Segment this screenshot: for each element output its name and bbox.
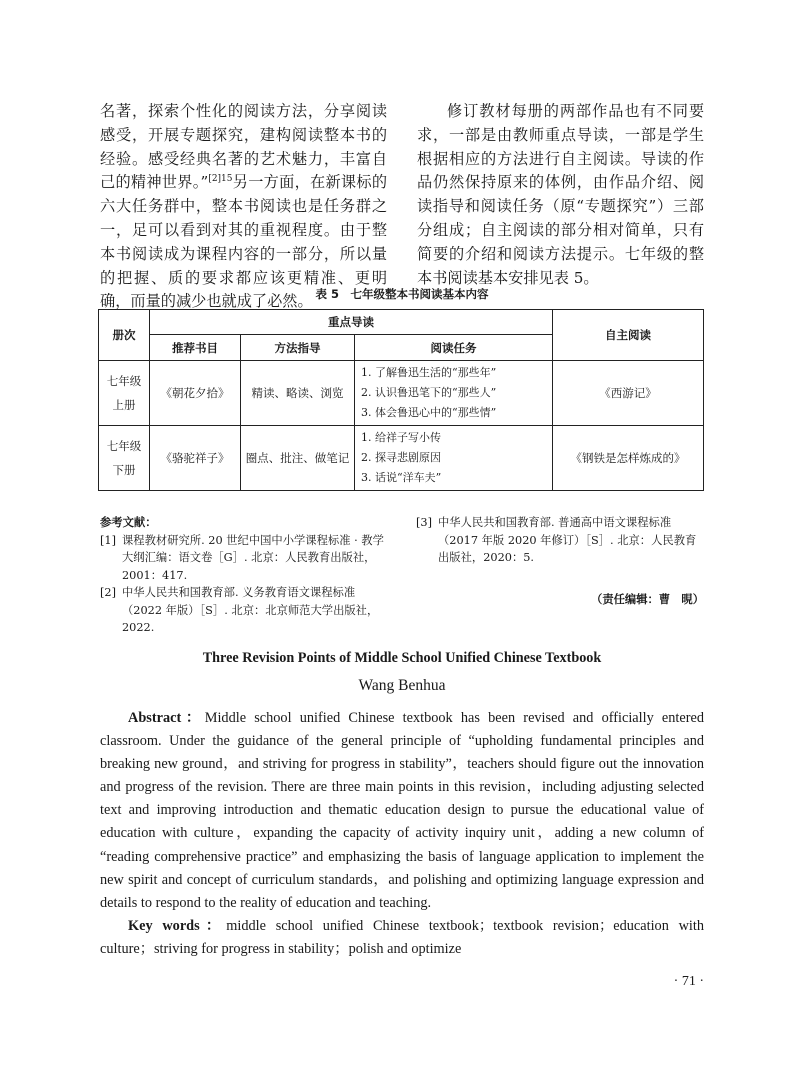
reference-text: 中华人民共和国教育部. 义务教育语文课程标准（2022 年版）［S］. 北京：北京师范大学出版社，2022. [122, 586, 379, 634]
english-abstract [100, 707, 704, 961]
references-right [416, 514, 704, 606]
reference-number: [1] [100, 533, 117, 547]
page-number: · 71 · [673, 974, 704, 989]
header-self: 自主阅读 [553, 310, 704, 361]
table-header-row [99, 310, 704, 335]
header-volume: 册次 [99, 310, 150, 361]
grade-label: 七年级 [106, 374, 142, 388]
table-row [99, 426, 704, 491]
header-task: 阅读任务 [355, 335, 553, 361]
reference-item [100, 584, 392, 637]
abstract-paragraph [100, 707, 704, 915]
keywords-paragraph [100, 915, 704, 961]
responsible-editor: （责任编辑：曹 晛） [591, 593, 704, 606]
body-text: 名著，探索个性化的阅读方法，分享阅读感受，开展专题探究，建构阅读整本书的经验。感受经典名著的艺术魅力，丰富自己的精神世界。” [100, 102, 387, 192]
citation-superscript: [2]15 [208, 174, 233, 185]
task-item: 2. 探寻悲剧原因 [361, 451, 441, 464]
reference-text: 课程教材研究所. 20 世纪中国中小学课程标准 · 教学大纲汇编：语文卷［G］. 北京：人民教育出版社，2001：417. [122, 533, 384, 582]
keywords-text: middle school unified Chinese textbook；textbook revision；education with culture；striving for progress in stability；polish and optimize [100, 917, 704, 957]
volume-label: 下册 [112, 463, 136, 477]
reference-number: [3] [416, 516, 433, 529]
volume-label: 上册 [112, 398, 136, 412]
self-cell: 《西游记》 [553, 361, 704, 426]
method-cell: 精读、略读、浏览 [241, 361, 355, 426]
body-column-right [417, 100, 704, 314]
task-item: 3. 话说“洋车夫” [361, 471, 442, 484]
task-item: 1. 给祥子写小传 [361, 431, 441, 444]
tasks-cell [355, 426, 553, 491]
body-columns [100, 100, 704, 314]
reference-item [416, 514, 704, 567]
body-text: 另一方面，在新课标的六大任务群中，整本书阅读也是任务群之一，足可以看到对其的重视程度。由于整本书阅读成为课程内容的一部分，所以量的把握、质的要求都应该更精准、更明确，而量的减少也就成了必然。 [100, 173, 388, 311]
self-cell: 《钢铁是怎样炼成的》 [553, 426, 704, 491]
header-guided: 重点导读 [150, 310, 553, 335]
body-column-left [100, 100, 387, 314]
table-caption: 表 5 七年级整本书阅读基本内容 [315, 287, 489, 301]
body-paragraph [100, 100, 387, 314]
grade-cell [99, 426, 150, 491]
task-item: 2. 认识鲁迅笔下的“那些人” [361, 386, 497, 399]
grade-cell [99, 361, 150, 426]
book-cell: 《骆驼祥子》 [150, 426, 241, 491]
task-item: 1. 了解鲁迅生活的“那些年” [361, 366, 497, 379]
abstract-label: Abstract： [128, 710, 205, 726]
abstract-text: Middle school unified Chinese textbook has been revised and officially entered classroom. Under the guidance of the general principle of “upholding fundamental principles and breaking new ground，and striving for progress in stability”，teachers should figure out the innovation and progress of the revision. There are three main points in this revision，including adjusting selected text and improving introduction and thematic education design to pursue the educational value of education with culture，expanding the capacity of activity inquiry unit，adding a new column of “reading comprehensive practice” and emphasizing the basis of language application to implement the new spirit and concept of curriculum standards，and polishing and optimizing language expression and details to respond to the reality of education and teaching. [100, 710, 705, 911]
reference-text: 中华人民共和国教育部. 普通高中语文课程标准（2017 年版 2020 年修订）［S］. 北京：人民教育出版社，2020：5. [438, 516, 697, 564]
book-cell: 《朝花夕拾》 [150, 361, 241, 426]
header-method: 方法指导 [241, 335, 355, 361]
tasks-cell [355, 361, 553, 426]
task-item: 3. 体会鲁迅心中的“那些情” [361, 406, 497, 419]
table-row [99, 361, 704, 426]
grade-label: 七年级 [106, 439, 142, 453]
english-title: Three Revision Points of Middle School Unified Chinese Textbook [202, 650, 602, 666]
method-cell: 圈点、批注、做笔记 [241, 426, 355, 491]
english-author: Wang Benhua [358, 677, 446, 694]
reference-item [100, 532, 392, 585]
references-left [100, 514, 392, 637]
header-book: 推荐书目 [150, 335, 241, 361]
keywords-label: Key words： [128, 917, 227, 934]
body-paragraph: 修订教材每册的两部作品也有不同要求，一部是由教师重点导读，一部是学生根据相应的方法进行自主阅读。导读的作品仍然保持原来的体例，由作品介绍、阅读指导和阅读任务（原“专题探究”）三部分组成；自主阅读的部分相对简单，只有简要的介绍和阅读方法提示。七年级的整本书阅读基本安排见表 5。 [417, 102, 704, 287]
references-title: 参考文献： [100, 516, 157, 529]
reading-table [98, 309, 704, 491]
reference-number: [2] [100, 586, 117, 599]
